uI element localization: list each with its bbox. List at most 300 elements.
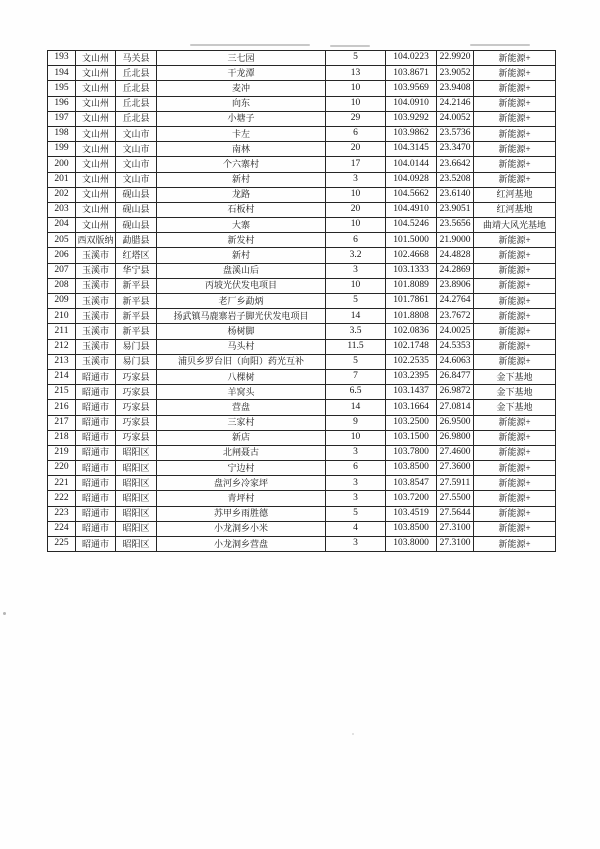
cell-longitude: 103.2500 bbox=[386, 415, 437, 430]
table-row bbox=[48, 415, 556, 430]
cell-no: 193 bbox=[48, 51, 76, 66]
cell-category: 新能源+ bbox=[474, 51, 556, 66]
cell-county: 砚山县 bbox=[116, 218, 157, 233]
cell-longitude: 103.8547 bbox=[386, 476, 437, 491]
cell-county: 砚山县 bbox=[116, 202, 157, 217]
cell-category: 新能源+ bbox=[474, 521, 556, 536]
cell-no: 198 bbox=[48, 126, 76, 141]
table-row bbox=[48, 278, 556, 293]
table-row bbox=[48, 51, 556, 66]
cell-capacity: 3 bbox=[326, 476, 386, 491]
scan-artifact bbox=[330, 45, 370, 47]
cell-category: 新能源+ bbox=[474, 96, 556, 111]
cell-latitude: 23.3470 bbox=[437, 142, 474, 157]
table-row bbox=[48, 157, 556, 172]
cell-longitude: 103.7200 bbox=[386, 491, 437, 506]
cell-name: 小塘子 bbox=[157, 111, 326, 126]
cell-county: 昭阳区 bbox=[116, 491, 157, 506]
cell-capacity: 11.5 bbox=[326, 339, 386, 354]
cell-longitude: 101.8089 bbox=[386, 278, 437, 293]
cell-category: 新能源+ bbox=[474, 126, 556, 141]
cell-name: 三七园 bbox=[157, 51, 326, 66]
scan-speck bbox=[352, 733, 354, 735]
cell-prefecture: 文山州 bbox=[76, 126, 116, 141]
cell-longitude: 103.1437 bbox=[386, 385, 437, 400]
cell-latitude: 26.9872 bbox=[437, 385, 474, 400]
cell-longitude: 103.8671 bbox=[386, 66, 437, 81]
table-row bbox=[48, 248, 556, 263]
cell-capacity: 10 bbox=[326, 81, 386, 96]
cell-prefecture: 文山州 bbox=[76, 81, 116, 96]
cell-longitude: 104.4910 bbox=[386, 202, 437, 217]
cell-county: 华宁县 bbox=[116, 263, 157, 278]
cell-prefecture: 文山州 bbox=[76, 172, 116, 187]
cell-name: 石板村 bbox=[157, 202, 326, 217]
cell-name: 麦冲 bbox=[157, 81, 326, 96]
cell-capacity: 7 bbox=[326, 369, 386, 384]
cell-county: 文山市 bbox=[116, 126, 157, 141]
cell-prefecture: 昭通市 bbox=[76, 445, 116, 460]
cell-county: 勐腊县 bbox=[116, 233, 157, 248]
cell-capacity: 20 bbox=[326, 202, 386, 217]
scan-speck bbox=[3, 612, 6, 615]
table-row bbox=[48, 187, 556, 202]
cell-category: 新能源+ bbox=[474, 445, 556, 460]
cell-name: 杨树脚 bbox=[157, 324, 326, 339]
cell-no: 211 bbox=[48, 324, 76, 339]
cell-capacity: 10 bbox=[326, 278, 386, 293]
cell-latitude: 27.3100 bbox=[437, 537, 474, 552]
cell-longitude: 102.0836 bbox=[386, 324, 437, 339]
cell-no: 219 bbox=[48, 445, 76, 460]
table-row bbox=[48, 233, 556, 248]
cell-county: 新平县 bbox=[116, 309, 157, 324]
cell-name: 丙坡光伏发电项目 bbox=[157, 278, 326, 293]
cell-prefecture: 文山州 bbox=[76, 187, 116, 202]
cell-capacity: 3 bbox=[326, 172, 386, 187]
cell-latitude: 23.5656 bbox=[437, 218, 474, 233]
cell-prefecture: 玉溪市 bbox=[76, 309, 116, 324]
cell-longitude: 103.1500 bbox=[386, 430, 437, 445]
cell-no: 221 bbox=[48, 476, 76, 491]
cell-name: 新村 bbox=[157, 248, 326, 263]
cell-category: 新能源+ bbox=[474, 142, 556, 157]
cell-capacity: 3 bbox=[326, 537, 386, 552]
cell-longitude: 103.9292 bbox=[386, 111, 437, 126]
cell-name: 三家村 bbox=[157, 415, 326, 430]
cell-capacity: 3.5 bbox=[326, 324, 386, 339]
cell-name: 南林 bbox=[157, 142, 326, 157]
cell-name: 苏甲乡雨胜德 bbox=[157, 506, 326, 521]
cell-prefecture: 文山州 bbox=[76, 218, 116, 233]
cell-county: 昭阳区 bbox=[116, 537, 157, 552]
cell-capacity: 10 bbox=[326, 430, 386, 445]
cell-county: 丘北县 bbox=[116, 96, 157, 111]
cell-category: 新能源+ bbox=[474, 506, 556, 521]
cell-category: 红河基地 bbox=[474, 187, 556, 202]
cell-name: 北闸聂古 bbox=[157, 445, 326, 460]
cell-no: 215 bbox=[48, 385, 76, 400]
cell-capacity: 3 bbox=[326, 263, 386, 278]
cell-category: 红河基地 bbox=[474, 202, 556, 217]
cell-no: 210 bbox=[48, 309, 76, 324]
cell-prefecture: 西双版纳 bbox=[76, 233, 116, 248]
cell-no: 199 bbox=[48, 142, 76, 157]
cell-capacity: 14 bbox=[326, 400, 386, 415]
cell-no: 204 bbox=[48, 218, 76, 233]
cell-latitude: 27.5644 bbox=[437, 506, 474, 521]
cell-prefecture: 文山州 bbox=[76, 66, 116, 81]
cell-category: 新能源+ bbox=[474, 172, 556, 187]
cell-latitude: 24.6063 bbox=[437, 354, 474, 369]
cell-capacity: 29 bbox=[326, 111, 386, 126]
cell-prefecture: 玉溪市 bbox=[76, 339, 116, 354]
cell-prefecture: 玉溪市 bbox=[76, 354, 116, 369]
cell-capacity: 9 bbox=[326, 415, 386, 430]
cell-longitude: 103.8500 bbox=[386, 521, 437, 536]
cell-longitude: 103.8500 bbox=[386, 461, 437, 476]
cell-no: 207 bbox=[48, 263, 76, 278]
table-row bbox=[48, 537, 556, 552]
cell-prefecture: 玉溪市 bbox=[76, 294, 116, 309]
cell-category: 新能源+ bbox=[474, 491, 556, 506]
cell-county: 昭阳区 bbox=[116, 521, 157, 536]
cell-prefecture: 玉溪市 bbox=[76, 248, 116, 263]
cell-prefecture: 昭通市 bbox=[76, 491, 116, 506]
cell-capacity: 6 bbox=[326, 461, 386, 476]
table-row bbox=[48, 339, 556, 354]
cell-latitude: 23.6642 bbox=[437, 157, 474, 172]
cell-longitude: 104.3145 bbox=[386, 142, 437, 157]
cell-category: 新能源+ bbox=[474, 430, 556, 445]
scan-artifact bbox=[190, 44, 310, 46]
cell-name: 大寨 bbox=[157, 218, 326, 233]
cell-latitude: 26.8477 bbox=[437, 369, 474, 384]
cell-category: 新能源+ bbox=[474, 476, 556, 491]
cell-county: 昭阳区 bbox=[116, 476, 157, 491]
cell-category: 新能源+ bbox=[474, 263, 556, 278]
cell-name: 盘河乡冷家坪 bbox=[157, 476, 326, 491]
cell-longitude: 103.1333 bbox=[386, 263, 437, 278]
cell-county: 新平县 bbox=[116, 294, 157, 309]
cell-category: 新能源+ bbox=[474, 294, 556, 309]
cell-longitude: 102.4668 bbox=[386, 248, 437, 263]
project-table-body bbox=[48, 51, 556, 552]
cell-county: 巧家县 bbox=[116, 369, 157, 384]
cell-latitude: 24.4828 bbox=[437, 248, 474, 263]
cell-prefecture: 昭通市 bbox=[76, 537, 116, 552]
table-row bbox=[48, 400, 556, 415]
cell-no: 222 bbox=[48, 491, 76, 506]
cell-latitude: 22.9920 bbox=[437, 51, 474, 66]
cell-no: 213 bbox=[48, 354, 76, 369]
cell-longitude: 104.0223 bbox=[386, 51, 437, 66]
cell-name: 老厂乡勐炳 bbox=[157, 294, 326, 309]
cell-county: 丘北县 bbox=[116, 81, 157, 96]
cell-capacity: 10 bbox=[326, 187, 386, 202]
cell-no: 197 bbox=[48, 111, 76, 126]
cell-no: 212 bbox=[48, 339, 76, 354]
cell-county: 易门县 bbox=[116, 339, 157, 354]
cell-category: 金下基地 bbox=[474, 400, 556, 415]
cell-name: 小龙洞乡小米 bbox=[157, 521, 326, 536]
cell-name: 马头村 bbox=[157, 339, 326, 354]
cell-no: 195 bbox=[48, 81, 76, 96]
table-row bbox=[48, 461, 556, 476]
cell-longitude: 101.8808 bbox=[386, 309, 437, 324]
table-row bbox=[48, 354, 556, 369]
cell-category: 新能源+ bbox=[474, 278, 556, 293]
cell-county: 巧家县 bbox=[116, 385, 157, 400]
cell-name: 盘溪山后 bbox=[157, 263, 326, 278]
cell-no: 223 bbox=[48, 506, 76, 521]
cell-name: 宁边村 bbox=[157, 461, 326, 476]
cell-county: 巧家县 bbox=[116, 415, 157, 430]
cell-latitude: 23.5736 bbox=[437, 126, 474, 141]
table-row bbox=[48, 263, 556, 278]
cell-no: 217 bbox=[48, 415, 76, 430]
cell-longitude: 102.1748 bbox=[386, 339, 437, 354]
table-row bbox=[48, 142, 556, 157]
table-row bbox=[48, 385, 556, 400]
cell-category: 新能源+ bbox=[474, 111, 556, 126]
cell-county: 昭阳区 bbox=[116, 445, 157, 460]
cell-longitude: 104.5246 bbox=[386, 218, 437, 233]
cell-latitude: 23.5208 bbox=[437, 172, 474, 187]
cell-county: 易门县 bbox=[116, 354, 157, 369]
cell-county: 巧家县 bbox=[116, 430, 157, 445]
cell-latitude: 24.5353 bbox=[437, 339, 474, 354]
cell-county: 丘北县 bbox=[116, 66, 157, 81]
cell-no: 206 bbox=[48, 248, 76, 263]
table-row bbox=[48, 218, 556, 233]
cell-name: 卡左 bbox=[157, 126, 326, 141]
cell-longitude: 103.2395 bbox=[386, 369, 437, 384]
cell-capacity: 6 bbox=[326, 233, 386, 248]
cell-capacity: 5 bbox=[326, 51, 386, 66]
cell-prefecture: 昭通市 bbox=[76, 385, 116, 400]
table-row bbox=[48, 491, 556, 506]
cell-capacity: 10 bbox=[326, 96, 386, 111]
cell-category: 新能源+ bbox=[474, 461, 556, 476]
cell-prefecture: 玉溪市 bbox=[76, 324, 116, 339]
cell-capacity: 10 bbox=[326, 218, 386, 233]
table-row bbox=[48, 309, 556, 324]
cell-longitude: 103.4519 bbox=[386, 506, 437, 521]
scan-artifact bbox=[470, 44, 530, 46]
cell-county: 红塔区 bbox=[116, 248, 157, 263]
cell-name: 新店 bbox=[157, 430, 326, 445]
cell-prefecture: 昭通市 bbox=[76, 400, 116, 415]
cell-latitude: 27.5911 bbox=[437, 476, 474, 491]
cell-no: 200 bbox=[48, 157, 76, 172]
cell-no: 201 bbox=[48, 172, 76, 187]
cell-latitude: 27.5500 bbox=[437, 491, 474, 506]
cell-prefecture: 昭通市 bbox=[76, 476, 116, 491]
cell-name: 营盘 bbox=[157, 400, 326, 415]
cell-category: 新能源+ bbox=[474, 537, 556, 552]
cell-latitude: 23.7672 bbox=[437, 309, 474, 324]
cell-latitude: 24.2869 bbox=[437, 263, 474, 278]
cell-longitude: 103.7800 bbox=[386, 445, 437, 460]
cell-latitude: 21.9000 bbox=[437, 233, 474, 248]
cell-longitude: 104.5662 bbox=[386, 187, 437, 202]
cell-no: 208 bbox=[48, 278, 76, 293]
table-row bbox=[48, 294, 556, 309]
cell-capacity: 14 bbox=[326, 309, 386, 324]
cell-no: 225 bbox=[48, 537, 76, 552]
cell-latitude: 26.9500 bbox=[437, 415, 474, 430]
cell-capacity: 3 bbox=[326, 491, 386, 506]
cell-longitude: 104.0144 bbox=[386, 157, 437, 172]
table-row bbox=[48, 66, 556, 81]
cell-name: 新村 bbox=[157, 172, 326, 187]
cell-county: 砚山县 bbox=[116, 187, 157, 202]
cell-prefecture: 昭通市 bbox=[76, 521, 116, 536]
cell-latitude: 27.3100 bbox=[437, 521, 474, 536]
cell-name: 羊窝头 bbox=[157, 385, 326, 400]
cell-prefecture: 玉溪市 bbox=[76, 263, 116, 278]
cell-name: 个六寨村 bbox=[157, 157, 326, 172]
cell-latitude: 26.9800 bbox=[437, 430, 474, 445]
cell-longitude: 104.0928 bbox=[386, 172, 437, 187]
cell-prefecture: 文山州 bbox=[76, 157, 116, 172]
cell-capacity: 5 bbox=[326, 506, 386, 521]
cell-no: 196 bbox=[48, 96, 76, 111]
cell-category: 曲靖大风光基地 bbox=[474, 218, 556, 233]
cell-prefecture: 昭通市 bbox=[76, 369, 116, 384]
table-row bbox=[48, 476, 556, 491]
cell-name: 小龙洞乡营盘 bbox=[157, 537, 326, 552]
cell-capacity: 5 bbox=[326, 354, 386, 369]
cell-latitude: 23.8906 bbox=[437, 278, 474, 293]
cell-longitude: 103.9862 bbox=[386, 126, 437, 141]
cell-prefecture: 文山州 bbox=[76, 142, 116, 157]
cell-county: 文山市 bbox=[116, 172, 157, 187]
table-row bbox=[48, 521, 556, 536]
cell-no: 202 bbox=[48, 187, 76, 202]
cell-no: 218 bbox=[48, 430, 76, 445]
table-row bbox=[48, 202, 556, 217]
cell-category: 新能源+ bbox=[474, 157, 556, 172]
cell-capacity: 13 bbox=[326, 66, 386, 81]
table-row bbox=[48, 506, 556, 521]
cell-no: 209 bbox=[48, 294, 76, 309]
cell-latitude: 23.9408 bbox=[437, 81, 474, 96]
cell-no: 214 bbox=[48, 369, 76, 384]
table-row bbox=[48, 324, 556, 339]
cell-prefecture: 文山州 bbox=[76, 202, 116, 217]
cell-no: 216 bbox=[48, 400, 76, 415]
cell-capacity: 17 bbox=[326, 157, 386, 172]
cell-category: 新能源+ bbox=[474, 324, 556, 339]
cell-latitude: 24.0025 bbox=[437, 324, 474, 339]
cell-capacity: 4 bbox=[326, 521, 386, 536]
cell-category: 新能源+ bbox=[474, 354, 556, 369]
cell-longitude: 103.8000 bbox=[386, 537, 437, 552]
cell-prefecture: 昭通市 bbox=[76, 506, 116, 521]
cell-capacity: 6.5 bbox=[326, 385, 386, 400]
cell-name: 新发村 bbox=[157, 233, 326, 248]
cell-county: 马关县 bbox=[116, 51, 157, 66]
cell-county: 新平县 bbox=[116, 324, 157, 339]
cell-capacity: 6 bbox=[326, 126, 386, 141]
cell-longitude: 104.0910 bbox=[386, 96, 437, 111]
cell-category: 新能源+ bbox=[474, 415, 556, 430]
cell-latitude: 23.9051 bbox=[437, 202, 474, 217]
table-row bbox=[48, 445, 556, 460]
cell-name: 八棵树 bbox=[157, 369, 326, 384]
cell-county: 巧家县 bbox=[116, 400, 157, 415]
cell-longitude: 103.1664 bbox=[386, 400, 437, 415]
cell-county: 文山市 bbox=[116, 157, 157, 172]
cell-latitude: 23.9052 bbox=[437, 66, 474, 81]
cell-latitude: 27.4600 bbox=[437, 445, 474, 460]
table-row bbox=[48, 126, 556, 141]
cell-longitude: 102.2535 bbox=[386, 354, 437, 369]
table-row bbox=[48, 81, 556, 96]
cell-category: 新能源+ bbox=[474, 309, 556, 324]
table-row bbox=[48, 111, 556, 126]
cell-latitude: 27.3600 bbox=[437, 461, 474, 476]
table-row bbox=[48, 430, 556, 445]
cell-no: 205 bbox=[48, 233, 76, 248]
cell-name: 龙路 bbox=[157, 187, 326, 202]
cell-county: 文山市 bbox=[116, 142, 157, 157]
cell-prefecture: 昭通市 bbox=[76, 461, 116, 476]
cell-capacity: 3.2 bbox=[326, 248, 386, 263]
cell-category: 金下基地 bbox=[474, 369, 556, 384]
cell-prefecture: 文山州 bbox=[76, 111, 116, 126]
cell-prefecture: 玉溪市 bbox=[76, 278, 116, 293]
cell-latitude: 24.0052 bbox=[437, 111, 474, 126]
cell-prefecture: 昭通市 bbox=[76, 415, 116, 430]
cell-name: 扬武镇马鹿寨岩子脚光伏发电项目 bbox=[157, 309, 326, 324]
cell-category: 新能源+ bbox=[474, 81, 556, 96]
cell-category: 新能源+ bbox=[474, 339, 556, 354]
cell-no: 194 bbox=[48, 66, 76, 81]
cell-county: 昭阳区 bbox=[116, 461, 157, 476]
cell-no: 224 bbox=[48, 521, 76, 536]
cell-latitude: 24.2146 bbox=[437, 96, 474, 111]
cell-latitude: 24.2764 bbox=[437, 294, 474, 309]
cell-prefecture: 文山州 bbox=[76, 96, 116, 111]
cell-no: 203 bbox=[48, 202, 76, 217]
table-row bbox=[48, 172, 556, 187]
cell-capacity: 5 bbox=[326, 294, 386, 309]
cell-category: 新能源+ bbox=[474, 248, 556, 263]
table-row bbox=[48, 96, 556, 111]
cell-name: 浦贝乡罗台旧（向阳）药光互补 bbox=[157, 354, 326, 369]
cell-county: 新平县 bbox=[116, 278, 157, 293]
cell-longitude: 101.5000 bbox=[386, 233, 437, 248]
cell-prefecture: 昭通市 bbox=[76, 430, 116, 445]
cell-name: 干龙潭 bbox=[157, 66, 326, 81]
project-table bbox=[47, 50, 556, 552]
cell-county: 丘北县 bbox=[116, 111, 157, 126]
cell-prefecture: 文山州 bbox=[76, 51, 116, 66]
cell-category: 新能源+ bbox=[474, 233, 556, 248]
cell-latitude: 27.0814 bbox=[437, 400, 474, 415]
cell-category: 新能源+ bbox=[474, 66, 556, 81]
cell-county: 昭阳区 bbox=[116, 506, 157, 521]
cell-capacity: 20 bbox=[326, 142, 386, 157]
cell-category: 金下基地 bbox=[474, 385, 556, 400]
table-row bbox=[48, 369, 556, 384]
cell-latitude: 23.6140 bbox=[437, 187, 474, 202]
cell-name: 向东 bbox=[157, 96, 326, 111]
cell-name: 青坪村 bbox=[157, 491, 326, 506]
